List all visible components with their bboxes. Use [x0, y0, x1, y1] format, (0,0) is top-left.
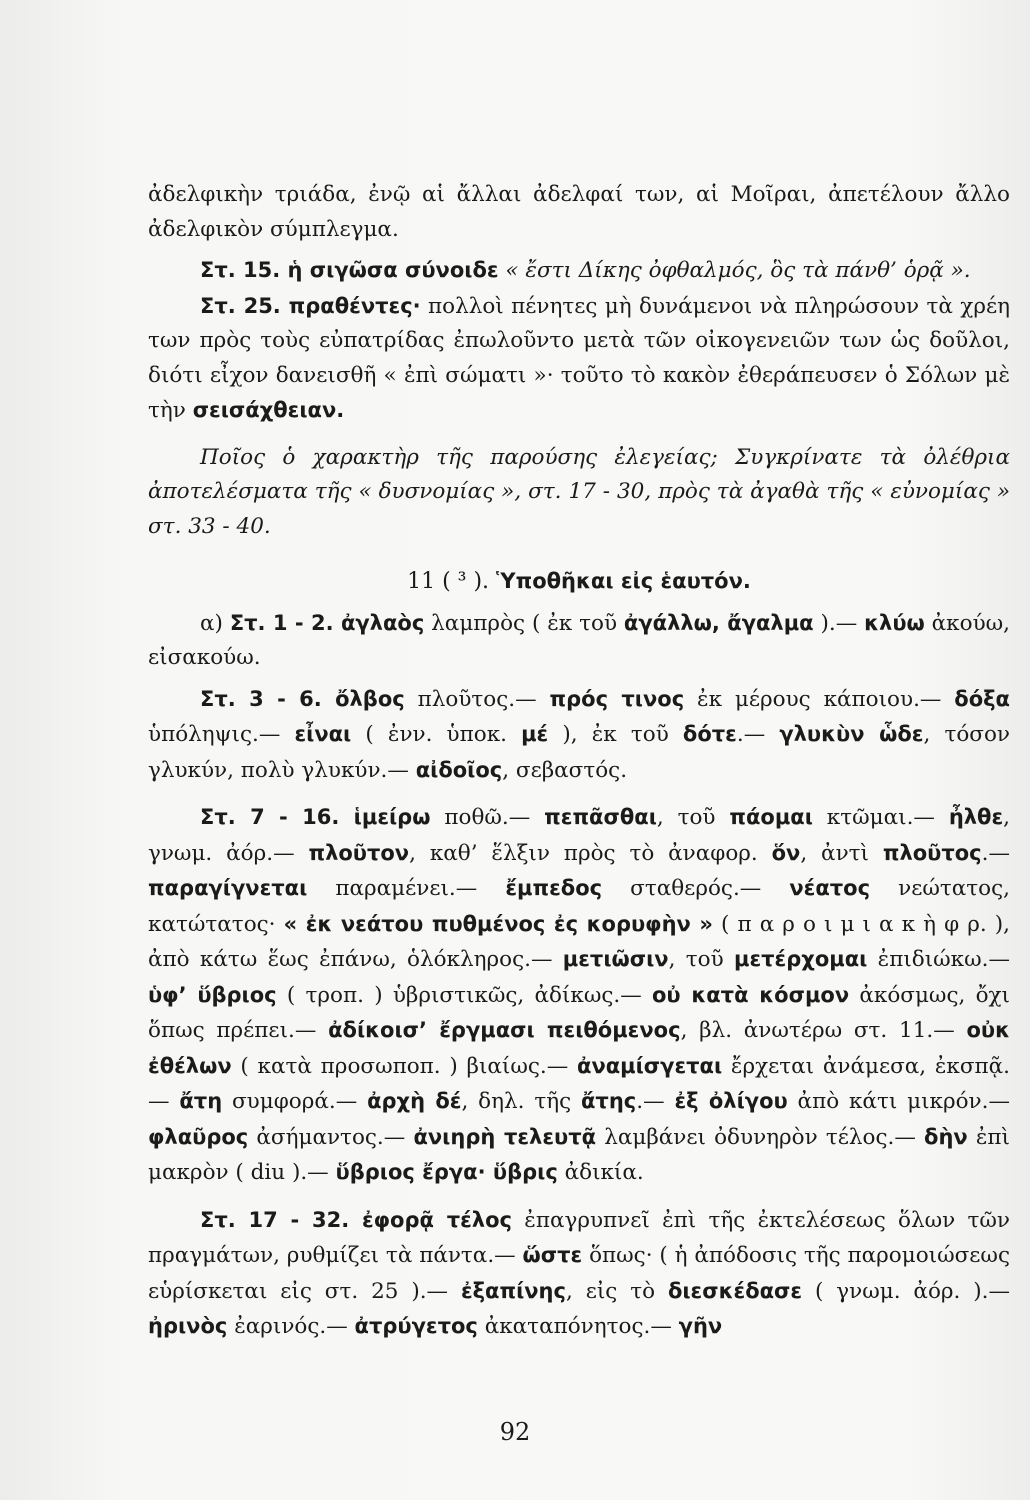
bold-term: πεπᾶσθαι — [544, 805, 657, 829]
text-run: κτῶμαι.— — [812, 805, 949, 830]
text-run: νεώτατος, κατώτατος· — [148, 876, 1010, 937]
text-run: ).— — [813, 610, 865, 636]
text-run: ἀκόσμως, ὄχι ὅπως πρέπει.— — [148, 982, 1010, 1043]
text-run: σταθερός.— — [602, 876, 790, 901]
bold-term: μετέρχομαι — [734, 947, 868, 971]
bold-term: ἀτρύγετος — [354, 1314, 478, 1338]
bold-term: δότε — [682, 722, 737, 746]
paragraph-p4 — [148, 441, 1010, 545]
bold-term: μετιῶσιν — [562, 947, 669, 971]
text-run: ἐπαγρυπνεῖ ἐπὶ τῆς ἐκτελέσεως ὅλων τῶν πραγμάτων, ρυθμίζει τὰ πάντα.— — [148, 1207, 1011, 1268]
bold-term: δόξα — [954, 686, 1010, 711]
bold-term: ὅν — [771, 840, 801, 865]
text-run: ἀκαταπόνητος.— — [477, 1314, 679, 1339]
bold-term: ἄτης — [581, 1089, 637, 1113]
text-run: ἐπιδιώκω.— — [867, 947, 1010, 972]
text-run: ἀκούω, εἰσακούω. — [148, 610, 1010, 670]
bold-term: ὕβριος ἔργα· ὕβρις — [335, 1160, 558, 1184]
paragraph-p9 — [148, 1203, 1010, 1345]
bold-term: ἀρχὴ δέ — [367, 1089, 462, 1113]
bold-term: πλοῦτος — [882, 840, 982, 865]
text-run: ἐκ μέρους κάποιου.— — [684, 686, 955, 712]
bold-term: πρός τινος — [549, 686, 685, 711]
text-run: .— — [636, 1089, 675, 1114]
text-run: ὅπως· ( ἡ ἀπόδοσις τῆς παρομοιώσεως εὑρίσκεται εἰς στ. 25 ).— — [148, 1243, 1010, 1304]
bold-term: Στ. 15. ἡ σιγῶσα σύνοιδε — [200, 258, 499, 282]
bold-term: ἠρινὸς — [148, 1314, 228, 1338]
text-run: , εἰς τὸ — [565, 1278, 668, 1304]
page-number: 92 — [499, 1418, 531, 1446]
paragraph-p7 — [148, 682, 1010, 789]
bold-term: εἶναι — [294, 722, 352, 746]
text-run: ἐαρινός.— — [227, 1314, 355, 1339]
bold-term: ὑφ’ ὕβριος — [148, 982, 277, 1007]
bold-term: γῆν — [678, 1314, 723, 1338]
text-run: ( π α ρ ο ι μ ι α κ ὴ φ ρ. ), ἀπὸ κάτω ἕως ἐπάνω, ὁλόκληρος.— — [148, 911, 1010, 972]
text-run: , τοῦ — [668, 947, 735, 972]
bold-term: Στ. 25. πραθέντες· — [200, 293, 421, 318]
paragraph-p2 — [148, 253, 1010, 289]
bold-term: Στ. 3 - 6. ὄλβος — [200, 686, 405, 711]
paragraph-p6 — [148, 606, 1010, 676]
text-run: , τόσον γλυκύν, πολὺ γλυκύν.— — [148, 722, 1010, 783]
bold-term: ἀναμίσγεται — [577, 1053, 723, 1078]
bold-term: πλοῦτον — [308, 840, 410, 865]
text-run: ἔρχεται ἀνάμεσα, ἐκσπᾷ.— — [148, 1053, 1011, 1114]
bold-term: ἔμπεδος — [505, 876, 603, 900]
bold-term: ἐξ ὀλίγου — [674, 1089, 788, 1113]
paragraph-p3 — [148, 289, 1010, 429]
bold-term: ἐξαπίνης — [460, 1278, 566, 1303]
bold-term: ἀνιηρὴ τελευτᾷ — [413, 1124, 597, 1149]
text-run: παραμένει.— — [307, 876, 506, 901]
bold-term: Στ. 1 - 2. ἀγλαὸς — [229, 610, 425, 635]
paragraph-p5 — [148, 564, 1010, 600]
bold-term: Στ. 17 - 32. ἐφορᾷ τέλος — [200, 1207, 512, 1232]
text-run: .— — [981, 840, 1010, 866]
bold-term: οὐκ ἐθέλων — [148, 1018, 1010, 1078]
bold-term: οὐ κατὰ κόσμον — [652, 982, 850, 1007]
text-run: ποθῶ.— — [430, 805, 545, 830]
text-run: ( ἐνν. ὑποκ. — [351, 722, 522, 747]
text-run: ( γνωμ. ἀόρ. ).— — [802, 1278, 1010, 1304]
text-run: 11 ( ³ ). — [407, 569, 497, 594]
text-run: ( κατὰ προσωποπ. ) βιαίως.— — [231, 1053, 578, 1079]
bold-term: παραγίγνεται — [148, 876, 308, 900]
text-run: ἀδελφικὴν τριάδα, ἐνῷ αἱ ἄλλαι ἀδελφαί των, αἱ Μοῖραι, ἀπετέλουν ἄλλο ἀδελφικὸν σύμπλεγμα. — [148, 182, 1010, 242]
bold-term: ἦλθε — [948, 805, 1004, 829]
text-run: πολλοὶ πένητες μὴ δυνάμενοι νὰ πληρώσουν τὰ χρέη των πρὸς τοὺς εὐπατρίδας ἐπωλοῦντο μετὰ τῶν οἰκογενειῶν των ὡς δοῦλοι, διότι εἶχον δανεισθῆ « ἐπὶ σώματι »· τοῦτο τὸ κακὸν ἐθεράπευσεν ὁ Σόλων μὲ τὴν — [148, 293, 1010, 423]
bold-term: ἄτη — [179, 1089, 223, 1113]
bold-term: αἰδοῖος — [415, 757, 503, 782]
bold-term: γλυκὺν ὧδε — [779, 722, 924, 746]
text-run: α) — [200, 610, 230, 636]
text-run: , βλ. ἀνωτέρω στ. 11.— — [680, 1018, 967, 1043]
text-run: ἐπὶ μακρὸν ( diu ).— — [148, 1124, 1010, 1185]
bold-term: ἀδίκοισ’ ἔργμασι πειθόμενος — [328, 1018, 681, 1042]
bold-term: σεισάχθειαν. — [192, 398, 345, 422]
text-run: λαμβάνει ὀδυνηρὸν τέλος.— — [596, 1124, 925, 1150]
text-run: πλοῦτος.— — [404, 686, 550, 712]
text-run: , δηλ. τῆς — [461, 1089, 581, 1114]
text-run: ἀπὸ κάτι μικρόν.— — [787, 1089, 1010, 1114]
text-run: ( τροπ. ) ὑβριστικῶς, ἀδίκως.— — [276, 982, 652, 1008]
text-run: , τοῦ — [656, 805, 730, 830]
text-run: ἀσήμαντος.— — [248, 1124, 414, 1150]
bold-term: νέατος — [789, 876, 871, 900]
bold-term: κλύω — [864, 610, 925, 635]
paragraph-p1 — [148, 178, 1010, 247]
text-run: , καθ’ ἕλξιν πρὸς τὸ ἀναφορ. — [409, 840, 772, 866]
bold-term: μέ — [521, 722, 549, 746]
bold-term: ἀγάλλω, ἄγαλμα — [623, 610, 814, 635]
paragraph-p8 — [148, 800, 1010, 1191]
bold-term: διεσκέδασε — [667, 1278, 803, 1303]
bold-term: φλαῦρος — [148, 1124, 249, 1149]
text-run: , γνωμ. ἀόρ.— — [148, 805, 1011, 866]
italic-text: Ποῖος ὁ χαρακτὴρ τῆς παρούσης ἐλεγείας; Συγκρίνατε τὰ ὀλέθρια ἀποτελέσματα τῆς « δυσνομίας », στ. 17 - 30, πρὸς τὰ ἀγαθὰ τῆς « εὐνομίας » στ. 33 - 40. — [148, 444, 1010, 539]
text-run: ὑπόληψις.— — [148, 722, 295, 747]
bold-term: Ὑποθῆκαι εἰς ἑαυτόν. — [496, 569, 751, 593]
text-run: ἀδικία. — [557, 1160, 644, 1185]
bold-term: « ἐκ νεάτου πυθμένος ἐς κορυφὴν » — [283, 911, 713, 936]
page-body-text — [148, 178, 1010, 1345]
text-run: .— — [736, 722, 780, 747]
text-run: ), ἐκ τοῦ — [548, 722, 683, 747]
bold-term: δὴν — [924, 1124, 968, 1149]
text-run: λαμπρὸς ( ἐκ τοῦ — [424, 610, 624, 636]
italic-text: « ἔστι Δίκης ὀφθαλμός, ὃς τὰ πάνθ’ ὁρᾷ ». — [498, 258, 971, 283]
bold-term: Στ. 7 - 16. ἱμείρω — [200, 805, 431, 829]
text-run: συμφορά.— — [222, 1089, 368, 1114]
text-run: , σεβαστός. — [502, 757, 628, 783]
bold-term: ὥστε — [522, 1243, 583, 1267]
text-run: , ἀντὶ — [800, 840, 883, 866]
bold-term: πάομαι — [729, 805, 813, 829]
